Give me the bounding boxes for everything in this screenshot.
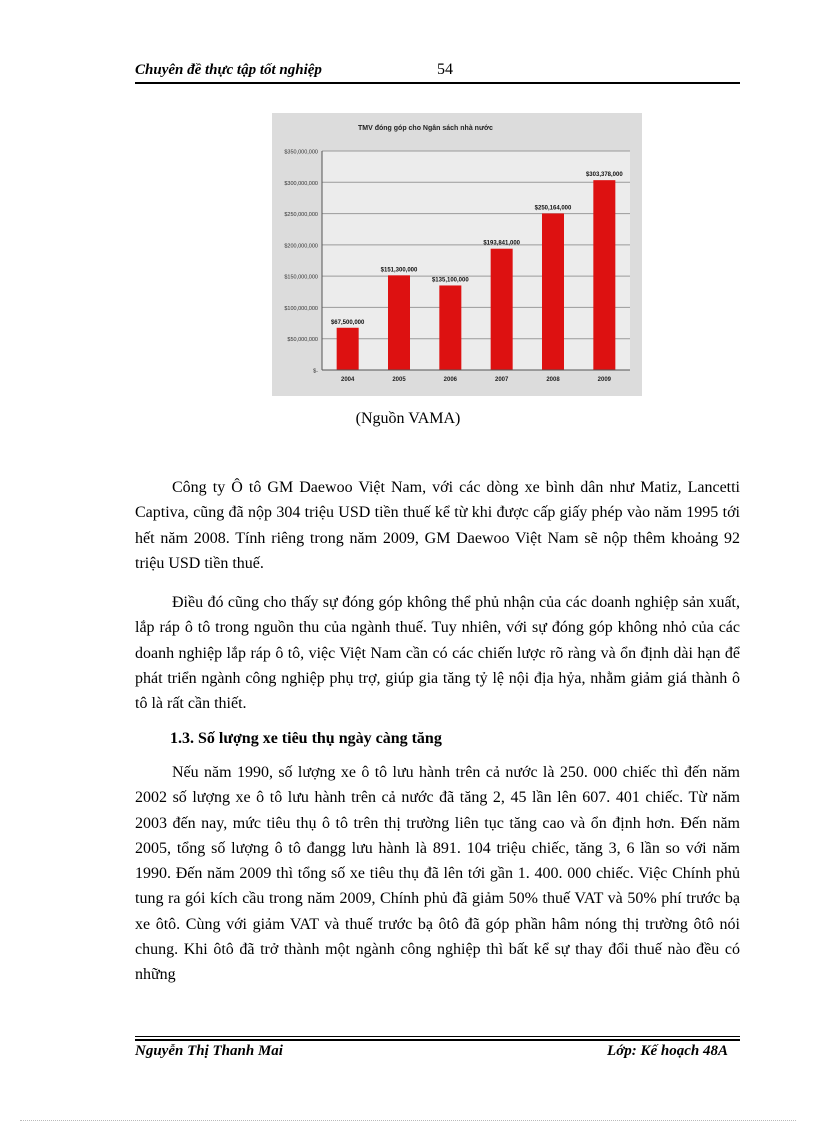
bar [542, 213, 564, 370]
bar [491, 249, 513, 370]
footer-rule-top [135, 1036, 740, 1037]
plot-area [322, 151, 630, 370]
footer-rule-bottom [135, 1039, 740, 1041]
bar-value-label: $303,378,000 [585, 172, 623, 179]
x-tick-label: 2005 [392, 377, 406, 383]
x-tick-label: 2009 [597, 377, 612, 383]
header-rule [135, 82, 740, 84]
bar-value-label: $250,164,000 [534, 205, 572, 212]
paragraph-3: Nếu năm 1990, số lượng xe ô tô lưu hành trên cả nước là 250. 000 chiếc thì đến năm 2002 số lượng xe ô tô lưu hành trên cả nước đã tăng 2, 45 lần lên 607. 401 chiếc. Từ năm 2003 đến nay, mức tiêu thụ ô tô trên thị trường liên tục tăng cao và ổn định hơn. Đến năm 2005, tổng số lượng ô tô đangg lưu hành là 891. 104 triệu chiếc, tăng 3, 6 lần so với năm 1990. Đến năm 2009 thì tổng số xe tiêu thụ đã lên tới gần 1. 400. 000 chiếc. Việc Chính phủ tung ra gói kích cầu trong năm 2009, Chính phủ đã giảm 50% thuế VAT và 50% phí trước bạ xe ôtô. Cùng với giảm VAT và thuế trước bạ ôtô đã góp phần hâm nóng thị trường ôtô nói chung. Khi ôtô đã trở thành một ngành công nghiệp thì bất kể sự thay đổi thuế nào đều có những [135, 764, 740, 984]
x-tick-label: 2008 [546, 377, 560, 383]
chart-source-note: (Nguồn VAMA) [355, 410, 461, 427]
page-header [135, 60, 740, 82]
paragraph-1: Công ty Ô tô GM Daewoo Việt Nam, với các dòng xe bình dân như Matiz, Lancetti Captiva, cũng đã nộp 304 triệu USD tiền thuế kể từ khi được cấp giấy phép vào năm 1995 tới hết năm 2008. Tính riêng trong năm 2009, GM Daewoo Việt Nam sẽ nộp thêm khoảng 92 triệu USD tiền thuế. [135, 479, 740, 572]
chart-title: TMV đóng góp cho Ngân sách nhà nước [358, 125, 493, 132]
header-title: Chuyên đề thực tập tốt nghiệp [135, 62, 322, 78]
paragraph-2: Điều đó cũng cho thấy sự đóng góp không thể phủ nhận của các doanh nghiệp sản xuất, lắp ráp ô tô trong nguồn thu của ngành thuế. Tuy nhiên, với sự đóng góp không nhỏ của các doanh nghiệp lắp ráp ô tô, việc Việt Nam cần có các chiến lược rõ ràng và ổn định dài hạn để phát triển ngành công nghiệp phụ trợ, giúp gia tăng tỷ lệ nội địa hỷa, nhằm giảm giá thành ô tô là rất cần thiết. [135, 594, 740, 713]
x-tick-label: 2007 [494, 377, 509, 383]
page-bottom-dotted-line [20, 1120, 796, 1121]
x-tick-label: 2006 [443, 377, 458, 383]
bar-value-label: $193,841,000 [483, 240, 521, 247]
y-tick-label: $100,000,000 [284, 305, 318, 312]
page-number: 54 [437, 61, 453, 78]
revenue-contribution-chart [272, 113, 642, 396]
bar [388, 275, 410, 370]
bar-value-label: $135,100,000 [431, 277, 469, 284]
y-tick-label: $150,000,000 [284, 274, 318, 281]
y-tick-label: $50,000,000 [287, 337, 318, 344]
y-tick-label: $350,000,000 [284, 149, 318, 156]
y-tick-label: $- [313, 368, 318, 375]
section-heading: 1.3. Số lượng xe tiêu thụ ngày càng tăng [170, 730, 442, 747]
page-footer [135, 1043, 740, 1065]
footer-author: Nguyễn Thị Thanh Mai [135, 1043, 283, 1059]
bar-value-label: $151,300,000 [380, 267, 418, 274]
y-tick-label: $250,000,000 [284, 212, 318, 219]
bar [439, 285, 461, 370]
bar [593, 180, 615, 370]
bar [337, 328, 359, 370]
footer-class: Lớp: Kế hoạch 48A [607, 1043, 728, 1059]
y-tick-label: $300,000,000 [284, 180, 318, 187]
chart-svg [272, 113, 642, 396]
x-tick-label: 2004 [340, 377, 355, 383]
bar-value-label: $67,500,000 [330, 319, 365, 326]
y-tick-label: $200,000,000 [284, 243, 318, 250]
